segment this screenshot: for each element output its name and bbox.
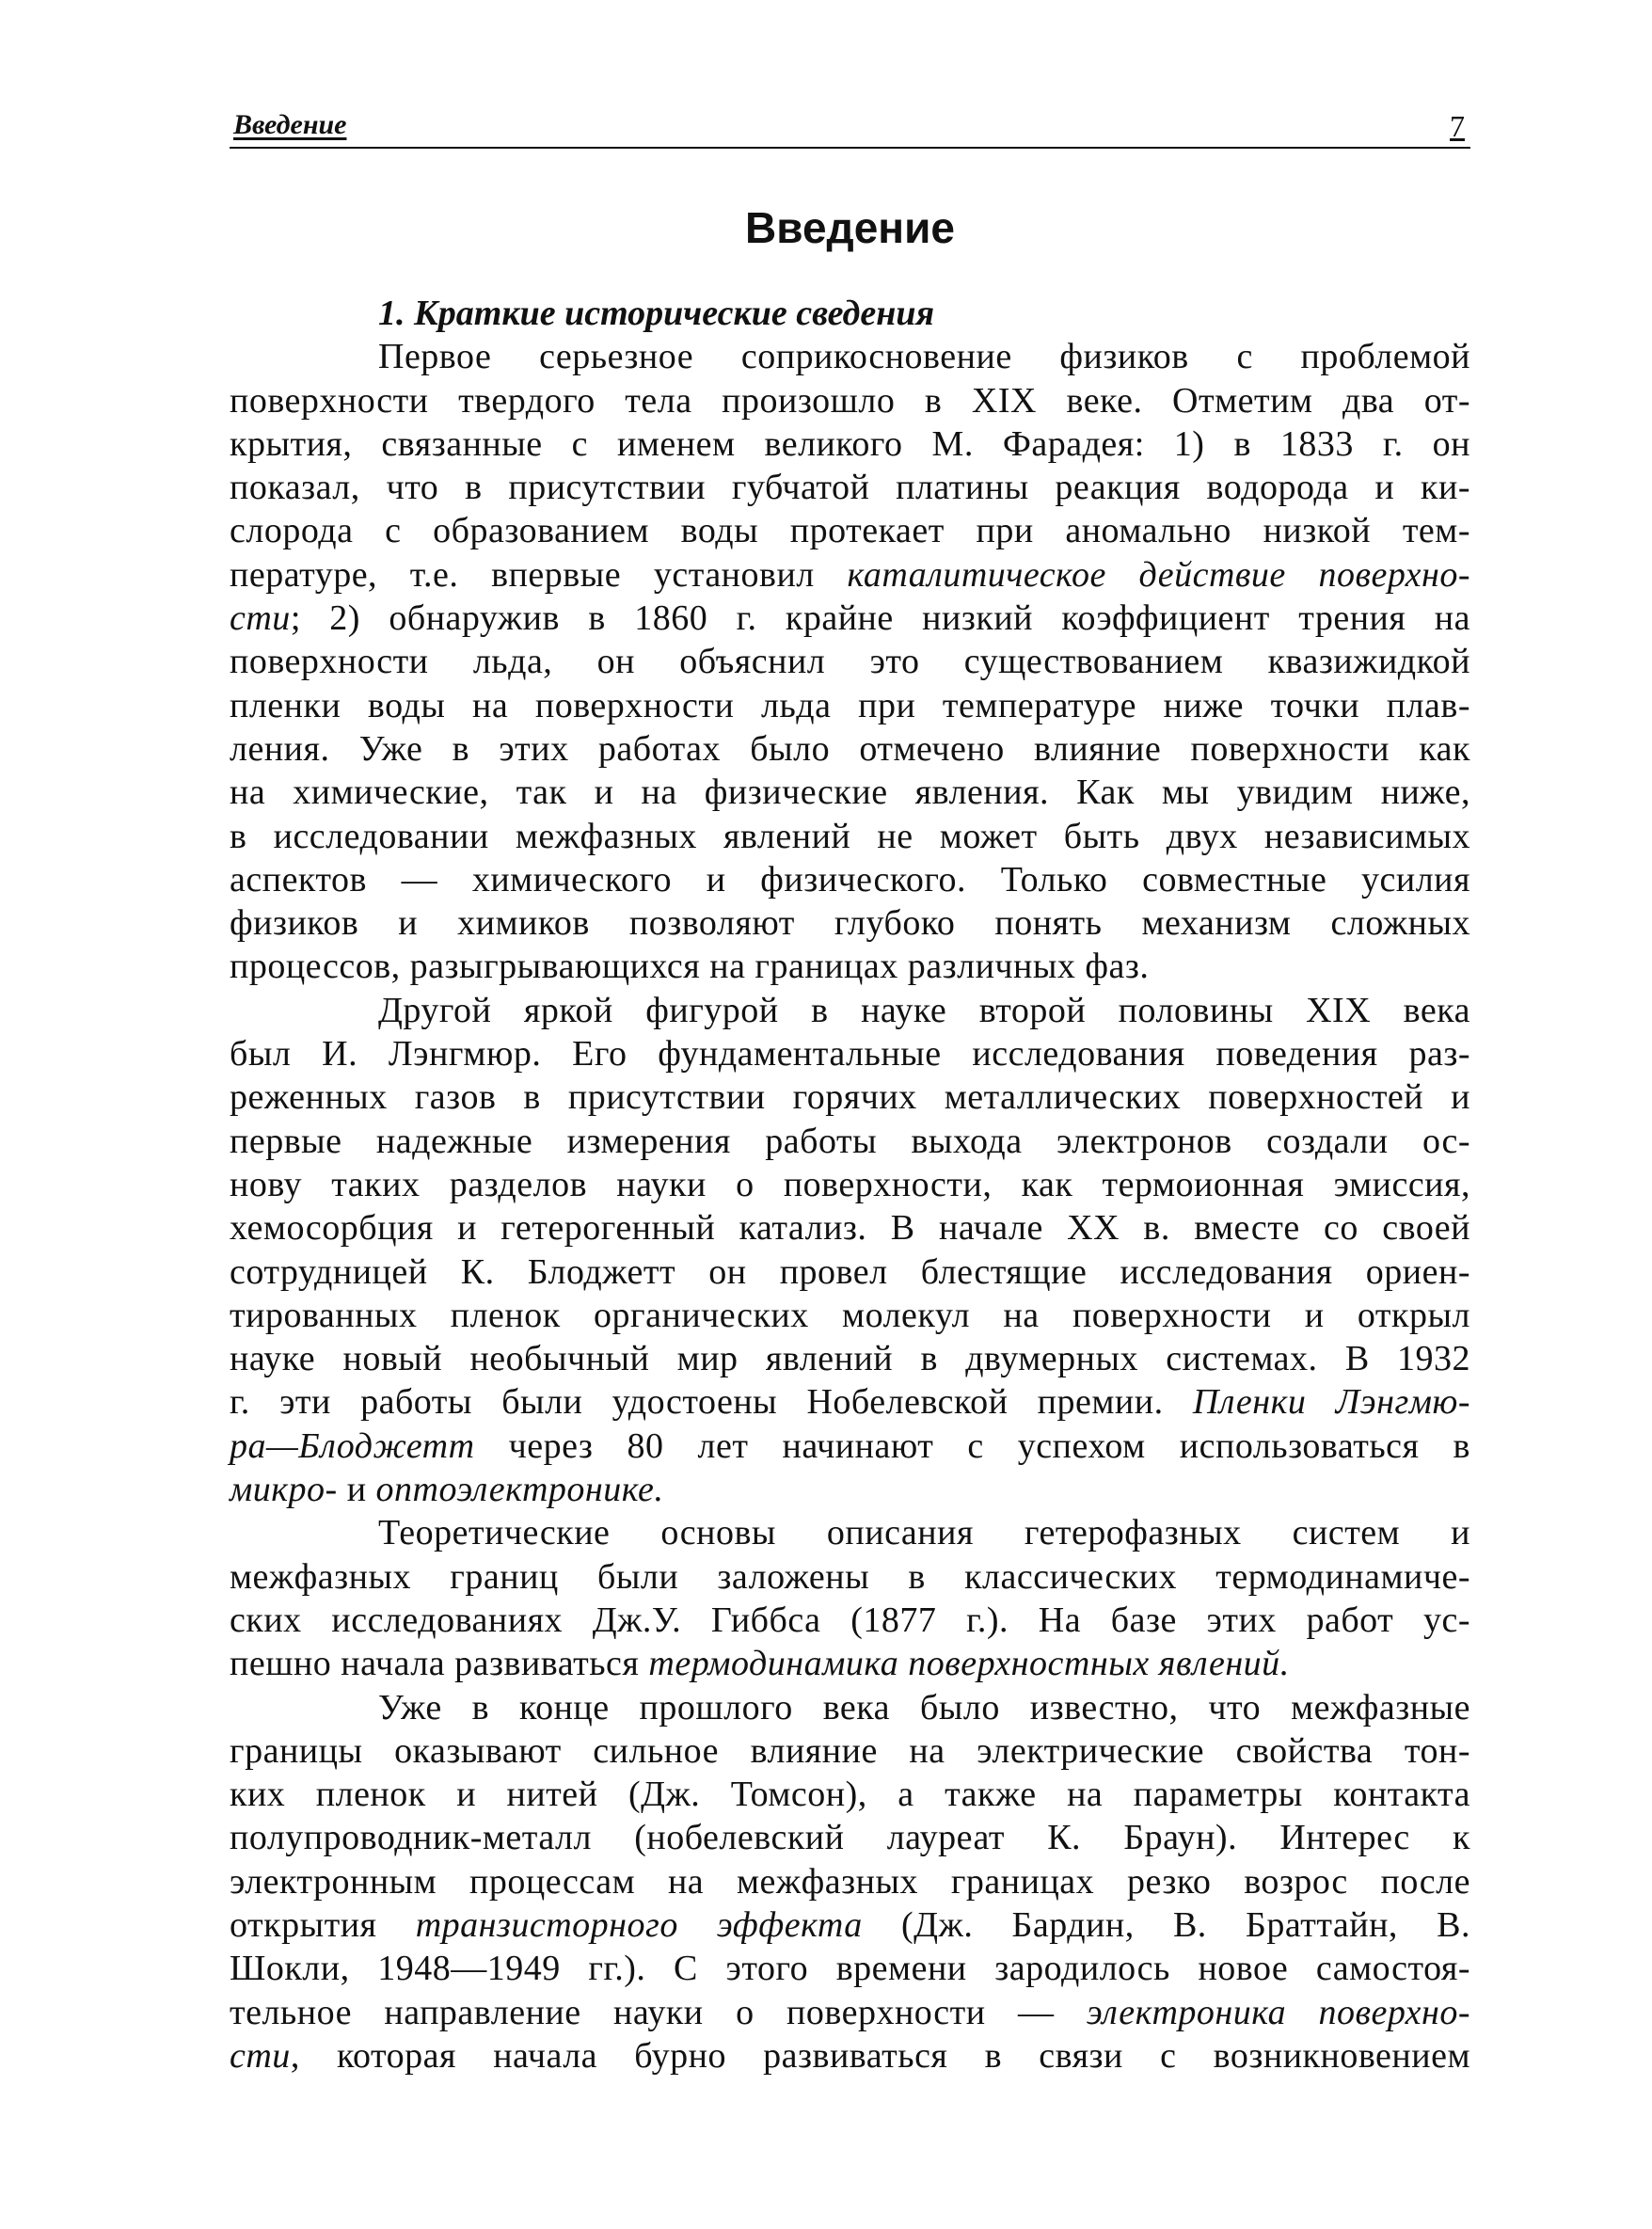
- section-heading: [230, 292, 1470, 335]
- section-number: 1.: [378, 294, 405, 333]
- text-line: [230, 1991, 1470, 2034]
- text-line: Другой яркой фигурой в науке второй половины XIX века: [378, 990, 1470, 1030]
- italic-term: Пленки Лэнгмю-: [1192, 1382, 1470, 1423]
- italic-term: оптоэлектронике: [375, 1470, 655, 1510]
- body-text: [230, 292, 1470, 2078]
- text-run: ; 2) обнаружив в 1860 г. крайне низкий коэффициент трения на: [290, 598, 1470, 639]
- text-run: (Дж. Бардин, В. Браттайн, В.: [862, 1904, 1470, 1945]
- text-line: на химические, так и на физические явления. Как мы увидим ниже,: [230, 772, 1470, 813]
- italic-term: каталитическое действие поверхно-: [847, 554, 1470, 595]
- text-line: нову таких разделов науки о поверхности, как термоионная эмиссия,: [230, 1164, 1470, 1204]
- text-line: межфазных границ были заложены в классических термодинамиче-: [230, 1556, 1470, 1597]
- italic-term: микро-: [230, 1470, 338, 1510]
- text-line: первые надежные измерения работы выхода электронов создали ос-: [230, 1121, 1470, 1161]
- italic-term: сти: [230, 2035, 291, 2076]
- text-line: [230, 1425, 1470, 1468]
- text-run: пературе, т.е. впервые установил: [230, 554, 848, 595]
- text-line: полупроводник-металл (нобелевский лауреат К. Браун). Интерес к: [230, 1818, 1470, 1858]
- text-run: , которая начала бурно развиваться в связи с возникновением: [290, 2035, 1470, 2076]
- text-run: тельное направление науки о поверхности —: [230, 1992, 1087, 2032]
- text-run: пешно начала развиваться: [230, 1644, 649, 1684]
- text-run: г. эти работы были удостоены Нобелевской премии.: [230, 1382, 1193, 1423]
- text-line: [230, 1903, 1470, 1947]
- text-line: науке новый необычный мир явлений в двумерных системах. В 1932: [230, 1339, 1470, 1379]
- text-line: пленки воды на поверхности льда при температуре ниже точки плав-: [230, 685, 1470, 725]
- text-line: тированных пленок органических молекул на поверхности и открыл: [230, 1295, 1470, 1335]
- text-line: Первое серьезное соприкосновение физиков с проблемой: [378, 337, 1470, 377]
- italic-term: транзисторного эффекта: [415, 1904, 863, 1945]
- text-line: аспектов — химического и физического. Только совместные усилия: [230, 859, 1470, 900]
- text-line: слорода с образованием воды протекает при аномально низкой тем-: [230, 511, 1470, 551]
- italic-term: сти: [230, 598, 291, 639]
- text-line: ских исследованиях Дж.У. Гиббса (1877 г.). На базе этих работ ус-: [230, 1600, 1470, 1640]
- text-line: [230, 553, 1470, 597]
- text-line: Теоретические основы описания гетерофазных систем и: [378, 1513, 1470, 1553]
- text-line: поверхности твердого тела произошло в XIX веке. Отметим два от-: [230, 380, 1470, 421]
- text-run: открытия: [230, 1904, 416, 1945]
- page-number: 7: [1450, 109, 1465, 143]
- text-run: через 80 лет начинают с успехом использоваться в: [474, 1425, 1470, 1466]
- text-run: .: [654, 1470, 664, 1510]
- text-line: электронным процессам на межфазных границах резко возрос после: [230, 1861, 1470, 1902]
- text-line: хемосорбция и гетерогенный катализ. В начале XX в. вместе со своей: [230, 1208, 1470, 1249]
- chapter-title: Введение: [745, 203, 955, 252]
- italic-term: электроника поверхно-: [1086, 1992, 1471, 2032]
- running-header: [230, 109, 1470, 149]
- text-line: [230, 1468, 1470, 1511]
- text-line: [230, 1642, 1470, 1685]
- italic-term: ра—Блоджетт: [230, 1425, 475, 1466]
- text-line: крытия, связанные с именем великого М. Фарадея: 1) в 1833 г. он: [230, 423, 1470, 464]
- text-run: .: [1279, 1644, 1290, 1684]
- section-title: Краткие исторические сведения: [414, 294, 935, 333]
- text-line: процессов, разыгрывающихся на границах различных фаз.: [230, 947, 1150, 987]
- text-line: [230, 597, 1470, 640]
- text-line: ких пленок и нитей (Дж. Томсон), а также на параметры контакта: [230, 1775, 1470, 1815]
- italic-term: термодинамика поверхностных явлений: [648, 1644, 1280, 1684]
- text-line: Уже в конце прошлого века было известно, что межфазные: [378, 1687, 1470, 1727]
- text-run: и: [337, 1470, 376, 1510]
- text-line: показал, что в присутствии губчатой платины реакция водорода и ки-: [230, 468, 1470, 508]
- text-line: границы оказывают сильное влияние на электрические свойства тон-: [230, 1730, 1470, 1771]
- running-title: Введение: [233, 109, 347, 140]
- text-line: в исследовании межфазных явлений не может быть двух независимых: [230, 816, 1470, 856]
- text-line: был И. Лэнгмюр. Его фундаментальные исследования поведения раз-: [230, 1034, 1470, 1075]
- text-line: ления. Уже в этих работах было отмечено влияние поверхности как: [230, 728, 1470, 769]
- text-line: физиков и химиков позволяют глубоко понять механизм сложных: [230, 903, 1470, 944]
- text-line: поверхности льда, он объяснил это существованием квазижидкой: [230, 642, 1470, 682]
- text-line: [230, 1380, 1470, 1424]
- text-line: реженных газов в присутствии горячих металлических поверхностей и: [230, 1077, 1470, 1118]
- text-line: Шокли, 1948—1949 гг.). С этого времени зародилось новое самостоя-: [230, 1949, 1470, 1989]
- text-line: [230, 2034, 1470, 2078]
- text-line: сотрудницей К. Блоджетт он провел блестящие исследования ориен-: [230, 1251, 1470, 1292]
